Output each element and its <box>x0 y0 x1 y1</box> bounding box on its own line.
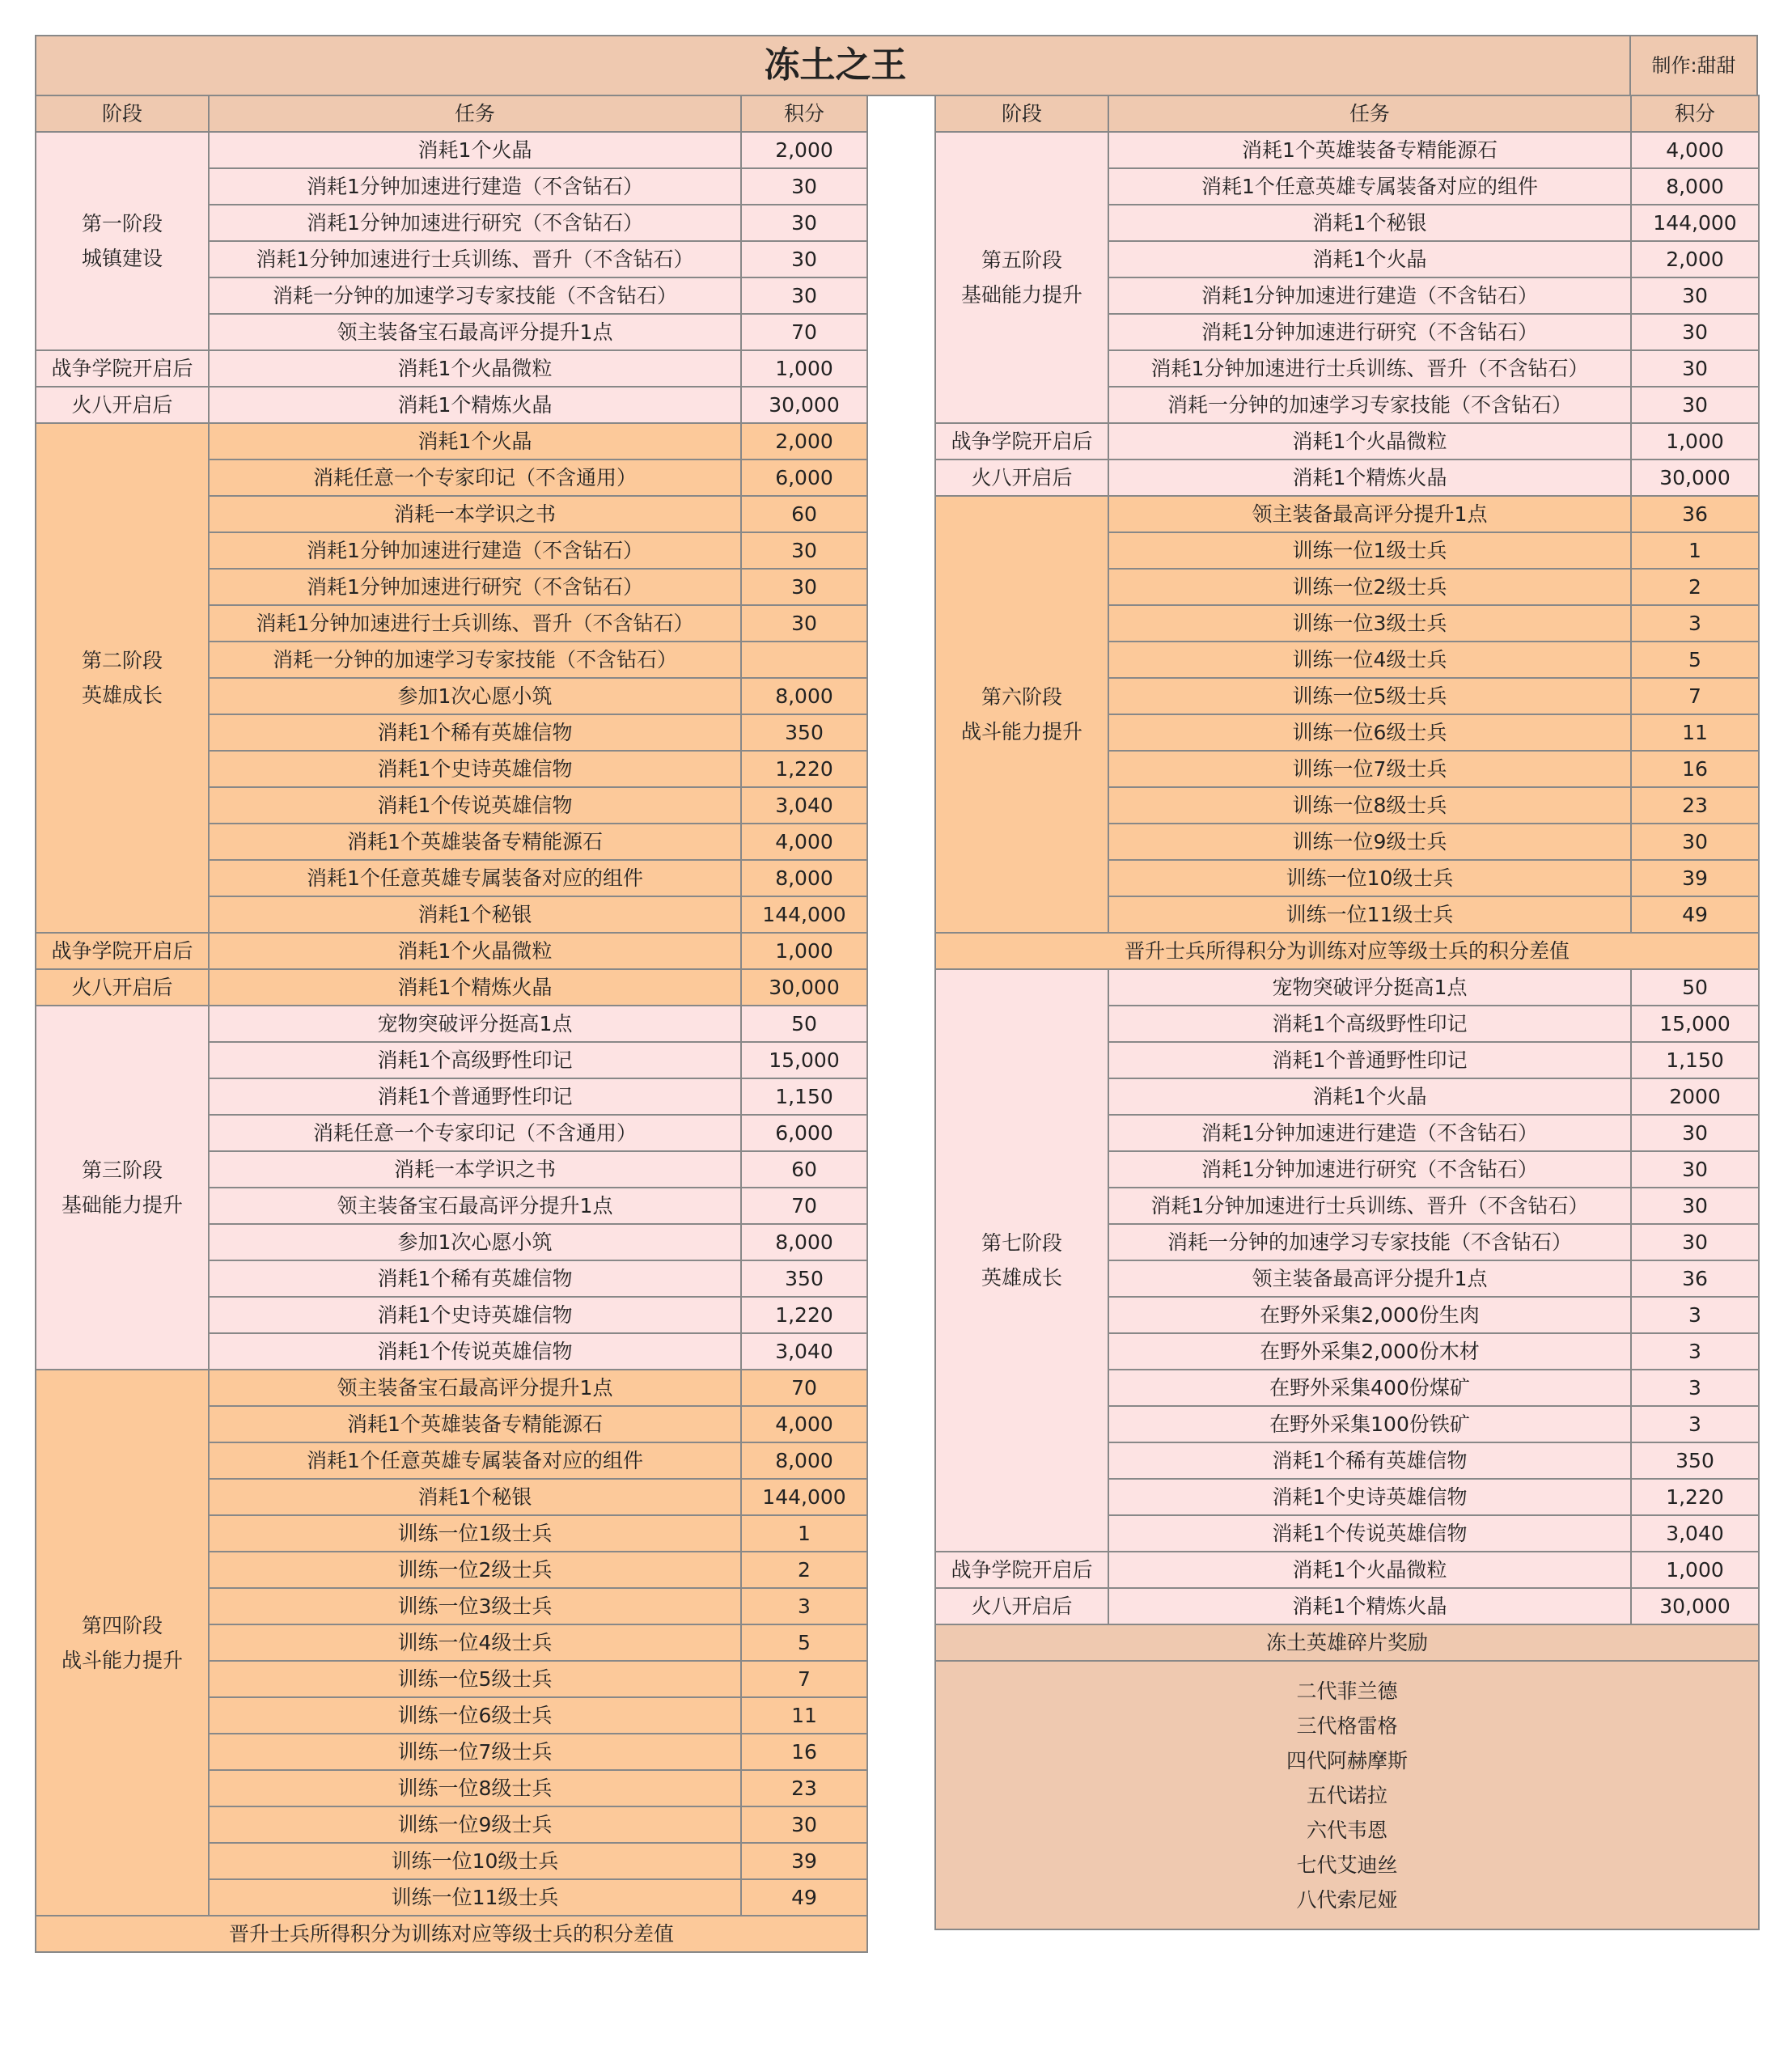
points-cell: 11 <box>741 1697 867 1734</box>
note-row <box>36 1916 867 1952</box>
task-cell: 在野外采集2,000份生肉 <box>1108 1297 1631 1333</box>
reward-list <box>935 1661 1759 1929</box>
points-cell: 36 <box>1631 1260 1759 1297</box>
points-cell: 30 <box>741 605 867 642</box>
points-cell: 30 <box>741 569 867 605</box>
points-cell: 1 <box>741 1515 867 1552</box>
task-cell: 参加1次心愿小筑 <box>209 1224 741 1260</box>
task-cell: 训练一位4级士兵 <box>1108 642 1631 678</box>
task-cell: 在野外采集2,000份木材 <box>1108 1333 1631 1370</box>
points-cell: 1,150 <box>1631 1042 1759 1078</box>
points-cell: 3 <box>1631 1370 1759 1406</box>
points-cell: 2 <box>741 1552 867 1588</box>
unlock-row <box>36 387 867 423</box>
task-cell: 消耗1分钟加速进行士兵训练、晋升（不含钻石） <box>1108 1188 1631 1224</box>
task-cell: 消耗1分钟加速进行建造（不含钻石） <box>1108 277 1631 314</box>
task-cell: 消耗一分钟的加速学习专家技能（不含钻石） <box>1108 387 1631 423</box>
points-cell: 144,000 <box>741 896 867 933</box>
points-cell: 30 <box>741 532 867 569</box>
page-title: 冻土之王 <box>764 44 907 86</box>
task-cell: 消耗1个精炼火晶 <box>1108 460 1631 496</box>
points-cell: 6,000 <box>741 1115 867 1151</box>
points-cell: 1,220 <box>741 1297 867 1333</box>
points-cell: 11 <box>1631 714 1759 751</box>
task-cell: 消耗1分钟加速进行研究（不含钻石） <box>1108 314 1631 350</box>
table-row <box>36 423 867 460</box>
table-row <box>36 132 867 168</box>
points-cell: 2,000 <box>1631 241 1759 277</box>
task-cell: 消耗1个普通野性印记 <box>1108 1042 1631 1078</box>
points-cell: 4,000 <box>741 824 867 860</box>
points-cell: 1,000 <box>1631 1552 1759 1588</box>
points-cell: 39 <box>1631 860 1759 896</box>
points-cell: 3,040 <box>741 1333 867 1370</box>
points-cell: 36 <box>1631 496 1759 532</box>
points-cell: 30 <box>741 277 867 314</box>
points-cell: 30 <box>1631 387 1759 423</box>
points-cell: 30 <box>1631 277 1759 314</box>
task-cell: 训练一位5级士兵 <box>1108 678 1631 714</box>
points-cell: 39 <box>741 1843 867 1879</box>
points-cell: 8,000 <box>741 1442 867 1479</box>
points-cell: 16 <box>741 1734 867 1770</box>
title-bar <box>35 35 1758 96</box>
task-cell: 消耗1个传说英雄信物 <box>209 787 741 824</box>
points-cell: 60 <box>741 1151 867 1188</box>
points-cell: 350 <box>741 1260 867 1297</box>
reward-body-row <box>935 1661 1759 1929</box>
task-cell: 训练一位6级士兵 <box>209 1697 741 1734</box>
task-cell: 消耗1个秘银 <box>1108 205 1631 241</box>
reward-item: 二代菲兰德 <box>1296 1679 1398 1703</box>
points-cell: 3 <box>1631 1297 1759 1333</box>
task-cell: 消耗任意一个专家印记（不含通用） <box>209 1115 741 1151</box>
points-cell: 4,000 <box>741 1406 867 1442</box>
task-cell: 消耗一本学识之书 <box>209 496 741 532</box>
points-cell: 30 <box>1631 314 1759 350</box>
task-cell: 训练一位8级士兵 <box>209 1770 741 1806</box>
table-row <box>935 132 1759 168</box>
points-cell: 1,000 <box>1631 423 1759 460</box>
phase-label: 第六阶段 战斗能力提升 <box>935 496 1108 933</box>
task-cell: 消耗1个火晶微粒 <box>1108 423 1631 460</box>
task-cell: 领主装备宝石最高评分提升1点 <box>209 1370 741 1406</box>
task-cell: 训练一位4级士兵 <box>209 1624 741 1661</box>
task-cell: 宠物突破评分挺高1点 <box>1108 969 1631 1006</box>
unlock-condition: 火八开启后 <box>36 387 209 423</box>
right-score-table <box>934 95 1760 1930</box>
table-row <box>935 496 1759 532</box>
task-cell: 训练一位8级士兵 <box>1108 787 1631 824</box>
task-cell: 消耗1分钟加速进行士兵训练、晋升（不含钻石） <box>1108 350 1631 387</box>
task-cell: 消耗1个稀有英雄信物 <box>209 714 741 751</box>
task-cell: 消耗1分钟加速进行士兵训练、晋升（不含钻石） <box>209 605 741 642</box>
task-cell: 训练一位10级士兵 <box>209 1843 741 1879</box>
points-cell: 4,000 <box>1631 132 1759 168</box>
points-cell: 1,150 <box>741 1078 867 1115</box>
points-cell: 30 <box>1631 1224 1759 1260</box>
unlock-row <box>935 1552 1759 1588</box>
task-cell: 参加1次心愿小筑 <box>209 678 741 714</box>
points-cell: 23 <box>741 1770 867 1806</box>
points-cell: 30,000 <box>1631 1588 1759 1624</box>
points-cell: 30 <box>1631 1115 1759 1151</box>
points-header: 积分 <box>1631 95 1759 132</box>
points-cell: 3 <box>741 1588 867 1624</box>
table-row <box>36 1006 867 1042</box>
points-cell: 30 <box>741 205 867 241</box>
unlock-condition: 战争学院开启后 <box>36 350 209 387</box>
task-cell: 训练一位9级士兵 <box>1108 824 1631 860</box>
points-cell: 30 <box>1631 350 1759 387</box>
task-cell: 训练一位7级士兵 <box>1108 751 1631 787</box>
table-row <box>36 1370 867 1406</box>
points-cell: 8,000 <box>741 678 867 714</box>
points-cell: 3,040 <box>1631 1515 1759 1552</box>
points-cell: 2,000 <box>741 132 867 168</box>
points-cell: 8,000 <box>741 860 867 896</box>
points-cell: 3 <box>1631 1333 1759 1370</box>
task-cell: 宠物突破评分挺高1点 <box>209 1006 741 1042</box>
task-cell: 消耗1个秘银 <box>209 896 741 933</box>
unlock-condition: 火八开启后 <box>36 969 209 1006</box>
task-cell: 消耗1个任意英雄专属装备对应的组件 <box>209 1442 741 1479</box>
unlock-row <box>36 933 867 969</box>
points-cell: 5 <box>741 1624 867 1661</box>
points-cell: 30,000 <box>741 969 867 1006</box>
task-cell: 训练一位7级士兵 <box>209 1734 741 1770</box>
task-cell: 领主装备最高评分提升1点 <box>1108 1260 1631 1297</box>
points-cell: 2,000 <box>741 423 867 460</box>
task-cell: 训练一位11级士兵 <box>1108 896 1631 933</box>
points-cell: 1,000 <box>741 350 867 387</box>
points-cell: 2 <box>1631 569 1759 605</box>
task-cell: 消耗一分钟的加速学习专家技能（不含钻石） <box>209 277 741 314</box>
phase-header: 阶段 <box>935 95 1108 132</box>
points-cell: 1 <box>1631 532 1759 569</box>
points-cell: 3 <box>1631 605 1759 642</box>
points-cell: 350 <box>741 714 867 751</box>
task-cell: 消耗1个高级野性印记 <box>1108 1006 1631 1042</box>
points-cell: 50 <box>1631 969 1759 1006</box>
points-cell: 15,000 <box>741 1042 867 1078</box>
note-row <box>935 933 1759 969</box>
phase-label: 第七阶段 英雄成长 <box>935 969 1108 1552</box>
task-cell: 训练一位11级士兵 <box>209 1879 741 1916</box>
unlock-condition: 战争学院开启后 <box>935 1552 1108 1588</box>
task-cell: 消耗1个精炼火晶 <box>1108 1588 1631 1624</box>
points-cell: 49 <box>1631 896 1759 933</box>
task-cell: 消耗1个任意英雄专属装备对应的组件 <box>1108 168 1631 205</box>
unlock-condition: 火八开启后 <box>935 1588 1108 1624</box>
points-cell: 30 <box>1631 1188 1759 1224</box>
phase-label: 第五阶段 基础能力提升 <box>935 132 1108 423</box>
unlock-condition: 战争学院开启后 <box>36 933 209 969</box>
task-cell: 消耗1个火晶 <box>209 423 741 460</box>
task-cell: 消耗1个火晶微粒 <box>1108 1552 1631 1588</box>
unlock-condition: 战争学院开启后 <box>935 423 1108 460</box>
points-cell: 2000 <box>1631 1078 1759 1115</box>
points-cell: 6,000 <box>741 460 867 496</box>
header-row <box>935 95 1759 132</box>
reward-item: 五代诺拉 <box>1306 1783 1387 1807</box>
task-cell: 消耗1分钟加速进行建造（不含钻石） <box>209 168 741 205</box>
task-cell: 领主装备宝石最高评分提升1点 <box>209 1188 741 1224</box>
points-cell <box>741 642 867 678</box>
unlock-row <box>935 1588 1759 1624</box>
reward-title: 冻土英雄碎片奖励 <box>935 1624 1759 1661</box>
task-cell: 消耗1分钟加速进行研究（不含钻石） <box>209 205 741 241</box>
task-cell: 消耗1个传说英雄信物 <box>1108 1515 1631 1552</box>
unlock-row <box>935 423 1759 460</box>
task-cell: 消耗1分钟加速进行建造（不含钻石） <box>209 532 741 569</box>
task-cell: 消耗1个精炼火晶 <box>209 387 741 423</box>
points-cell: 1,220 <box>1631 1479 1759 1515</box>
task-cell: 消耗1个火晶微粒 <box>209 350 741 387</box>
points-cell: 30 <box>1631 1151 1759 1188</box>
task-cell: 训练一位3级士兵 <box>1108 605 1631 642</box>
points-cell: 50 <box>741 1006 867 1042</box>
left-score-table <box>35 95 868 1953</box>
unlock-row <box>935 460 1759 496</box>
task-cell: 消耗1个英雄装备专精能源石 <box>1108 132 1631 168</box>
promotion-note: 晋升士兵所得积分为训练对应等级士兵的积分差值 <box>36 1916 867 1952</box>
task-cell: 训练一位2级士兵 <box>1108 569 1631 605</box>
task-cell: 消耗1个火晶 <box>1108 241 1631 277</box>
points-cell: 1,000 <box>741 933 867 969</box>
task-cell: 训练一位1级士兵 <box>1108 532 1631 569</box>
phase-label: 第四阶段 战斗能力提升 <box>36 1370 209 1916</box>
task-cell: 训练一位9级士兵 <box>209 1806 741 1843</box>
task-cell: 消耗1个稀有英雄信物 <box>1108 1442 1631 1479</box>
phase-label: 第二阶段 英雄成长 <box>36 423 209 933</box>
points-cell: 70 <box>741 1188 867 1224</box>
credit-label: 制作:甜甜 <box>1629 36 1756 95</box>
task-cell: 训练一位10级士兵 <box>1108 860 1631 896</box>
task-header: 任务 <box>209 95 741 132</box>
points-cell: 70 <box>741 314 867 350</box>
phase-label: 第一阶段 城镇建设 <box>36 132 209 350</box>
table-row <box>935 969 1759 1006</box>
task-cell: 消耗1个英雄装备专精能源石 <box>209 824 741 860</box>
task-cell: 领主装备最高评分提升1点 <box>1108 496 1631 532</box>
points-cell: 70 <box>741 1370 867 1406</box>
points-cell: 7 <box>1631 678 1759 714</box>
unlock-condition: 火八开启后 <box>935 460 1108 496</box>
task-cell: 消耗1个史诗英雄信物 <box>209 751 741 787</box>
unlock-row <box>36 350 867 387</box>
points-cell: 144,000 <box>741 1479 867 1515</box>
reward-item: 六代韦恩 <box>1306 1818 1387 1842</box>
points-cell: 1,220 <box>741 751 867 787</box>
points-cell: 8,000 <box>1631 168 1759 205</box>
task-cell: 消耗1个史诗英雄信物 <box>209 1297 741 1333</box>
points-cell: 15,000 <box>1631 1006 1759 1042</box>
points-cell: 30 <box>1631 824 1759 860</box>
task-cell: 消耗一分钟的加速学习专家技能（不含钻石） <box>209 642 741 678</box>
points-header: 积分 <box>741 95 867 132</box>
task-cell: 消耗1个火晶 <box>209 132 741 168</box>
task-cell: 消耗一本学识之书 <box>209 1151 741 1188</box>
points-cell: 60 <box>741 496 867 532</box>
points-cell: 7 <box>741 1661 867 1697</box>
points-cell: 3,040 <box>741 787 867 824</box>
reward-item: 三代格雷格 <box>1296 1713 1398 1738</box>
points-cell: 30 <box>741 168 867 205</box>
task-cell: 消耗1分钟加速进行研究（不含钻石） <box>209 569 741 605</box>
reward-item: 七代艾迪丝 <box>1296 1853 1398 1877</box>
points-cell: 30,000 <box>741 387 867 423</box>
task-cell: 消耗任意一个专家印记（不含通用） <box>209 460 741 496</box>
points-cell: 16 <box>1631 751 1759 787</box>
promotion-note: 晋升士兵所得积分为训练对应等级士兵的积分差值 <box>935 933 1759 969</box>
task-cell: 消耗1个普通野性印记 <box>209 1078 741 1115</box>
points-cell: 30 <box>741 1806 867 1843</box>
task-cell: 消耗1分钟加速进行士兵训练、晋升（不含钻石） <box>209 241 741 277</box>
points-cell: 30,000 <box>1631 460 1759 496</box>
task-cell: 领主装备宝石最高评分提升1点 <box>209 314 741 350</box>
task-cell: 消耗1分钟加速进行建造（不含钻石） <box>1108 1115 1631 1151</box>
task-cell: 消耗1个英雄装备专精能源石 <box>209 1406 741 1442</box>
reward-item: 八代索尼娅 <box>1296 1887 1398 1912</box>
task-cell: 消耗1个传说英雄信物 <box>209 1333 741 1370</box>
points-cell: 5 <box>1631 642 1759 678</box>
task-cell: 训练一位6级士兵 <box>1108 714 1631 751</box>
task-cell: 消耗1个精炼火晶 <box>209 969 741 1006</box>
phase-label: 第三阶段 基础能力提升 <box>36 1006 209 1370</box>
task-cell: 消耗1个稀有英雄信物 <box>209 1260 741 1297</box>
unlock-row <box>36 969 867 1006</box>
points-cell: 3 <box>1631 1406 1759 1442</box>
task-cell: 训练一位1级士兵 <box>209 1515 741 1552</box>
points-cell: 30 <box>741 241 867 277</box>
reward-item: 四代阿赫摩斯 <box>1286 1748 1408 1772</box>
reward-header-row <box>935 1624 1759 1661</box>
points-cell: 8,000 <box>741 1224 867 1260</box>
points-cell: 144,000 <box>1631 205 1759 241</box>
header-row <box>36 95 867 132</box>
task-header: 任务 <box>1108 95 1631 132</box>
points-cell: 49 <box>741 1879 867 1916</box>
task-cell: 训练一位2级士兵 <box>209 1552 741 1588</box>
task-cell: 消耗1分钟加速进行研究（不含钻石） <box>1108 1151 1631 1188</box>
task-cell: 消耗1个高级野性印记 <box>209 1042 741 1078</box>
task-cell: 在野外采集100份铁矿 <box>1108 1406 1631 1442</box>
task-cell: 消耗1个任意英雄专属装备对应的组件 <box>209 860 741 896</box>
points-cell: 350 <box>1631 1442 1759 1479</box>
task-cell: 消耗1个秘银 <box>209 1479 741 1515</box>
task-cell: 消耗1个火晶 <box>1108 1078 1631 1115</box>
task-cell: 训练一位3级士兵 <box>209 1588 741 1624</box>
task-cell: 消耗1个史诗英雄信物 <box>1108 1479 1631 1515</box>
task-cell: 在野外采集400份煤矿 <box>1108 1370 1631 1406</box>
task-cell: 消耗一分钟的加速学习专家技能（不含钻石） <box>1108 1224 1631 1260</box>
points-cell: 23 <box>1631 787 1759 824</box>
phase-header: 阶段 <box>36 95 209 132</box>
task-cell: 消耗1个火晶微粒 <box>209 933 741 969</box>
task-cell: 训练一位5级士兵 <box>209 1661 741 1697</box>
